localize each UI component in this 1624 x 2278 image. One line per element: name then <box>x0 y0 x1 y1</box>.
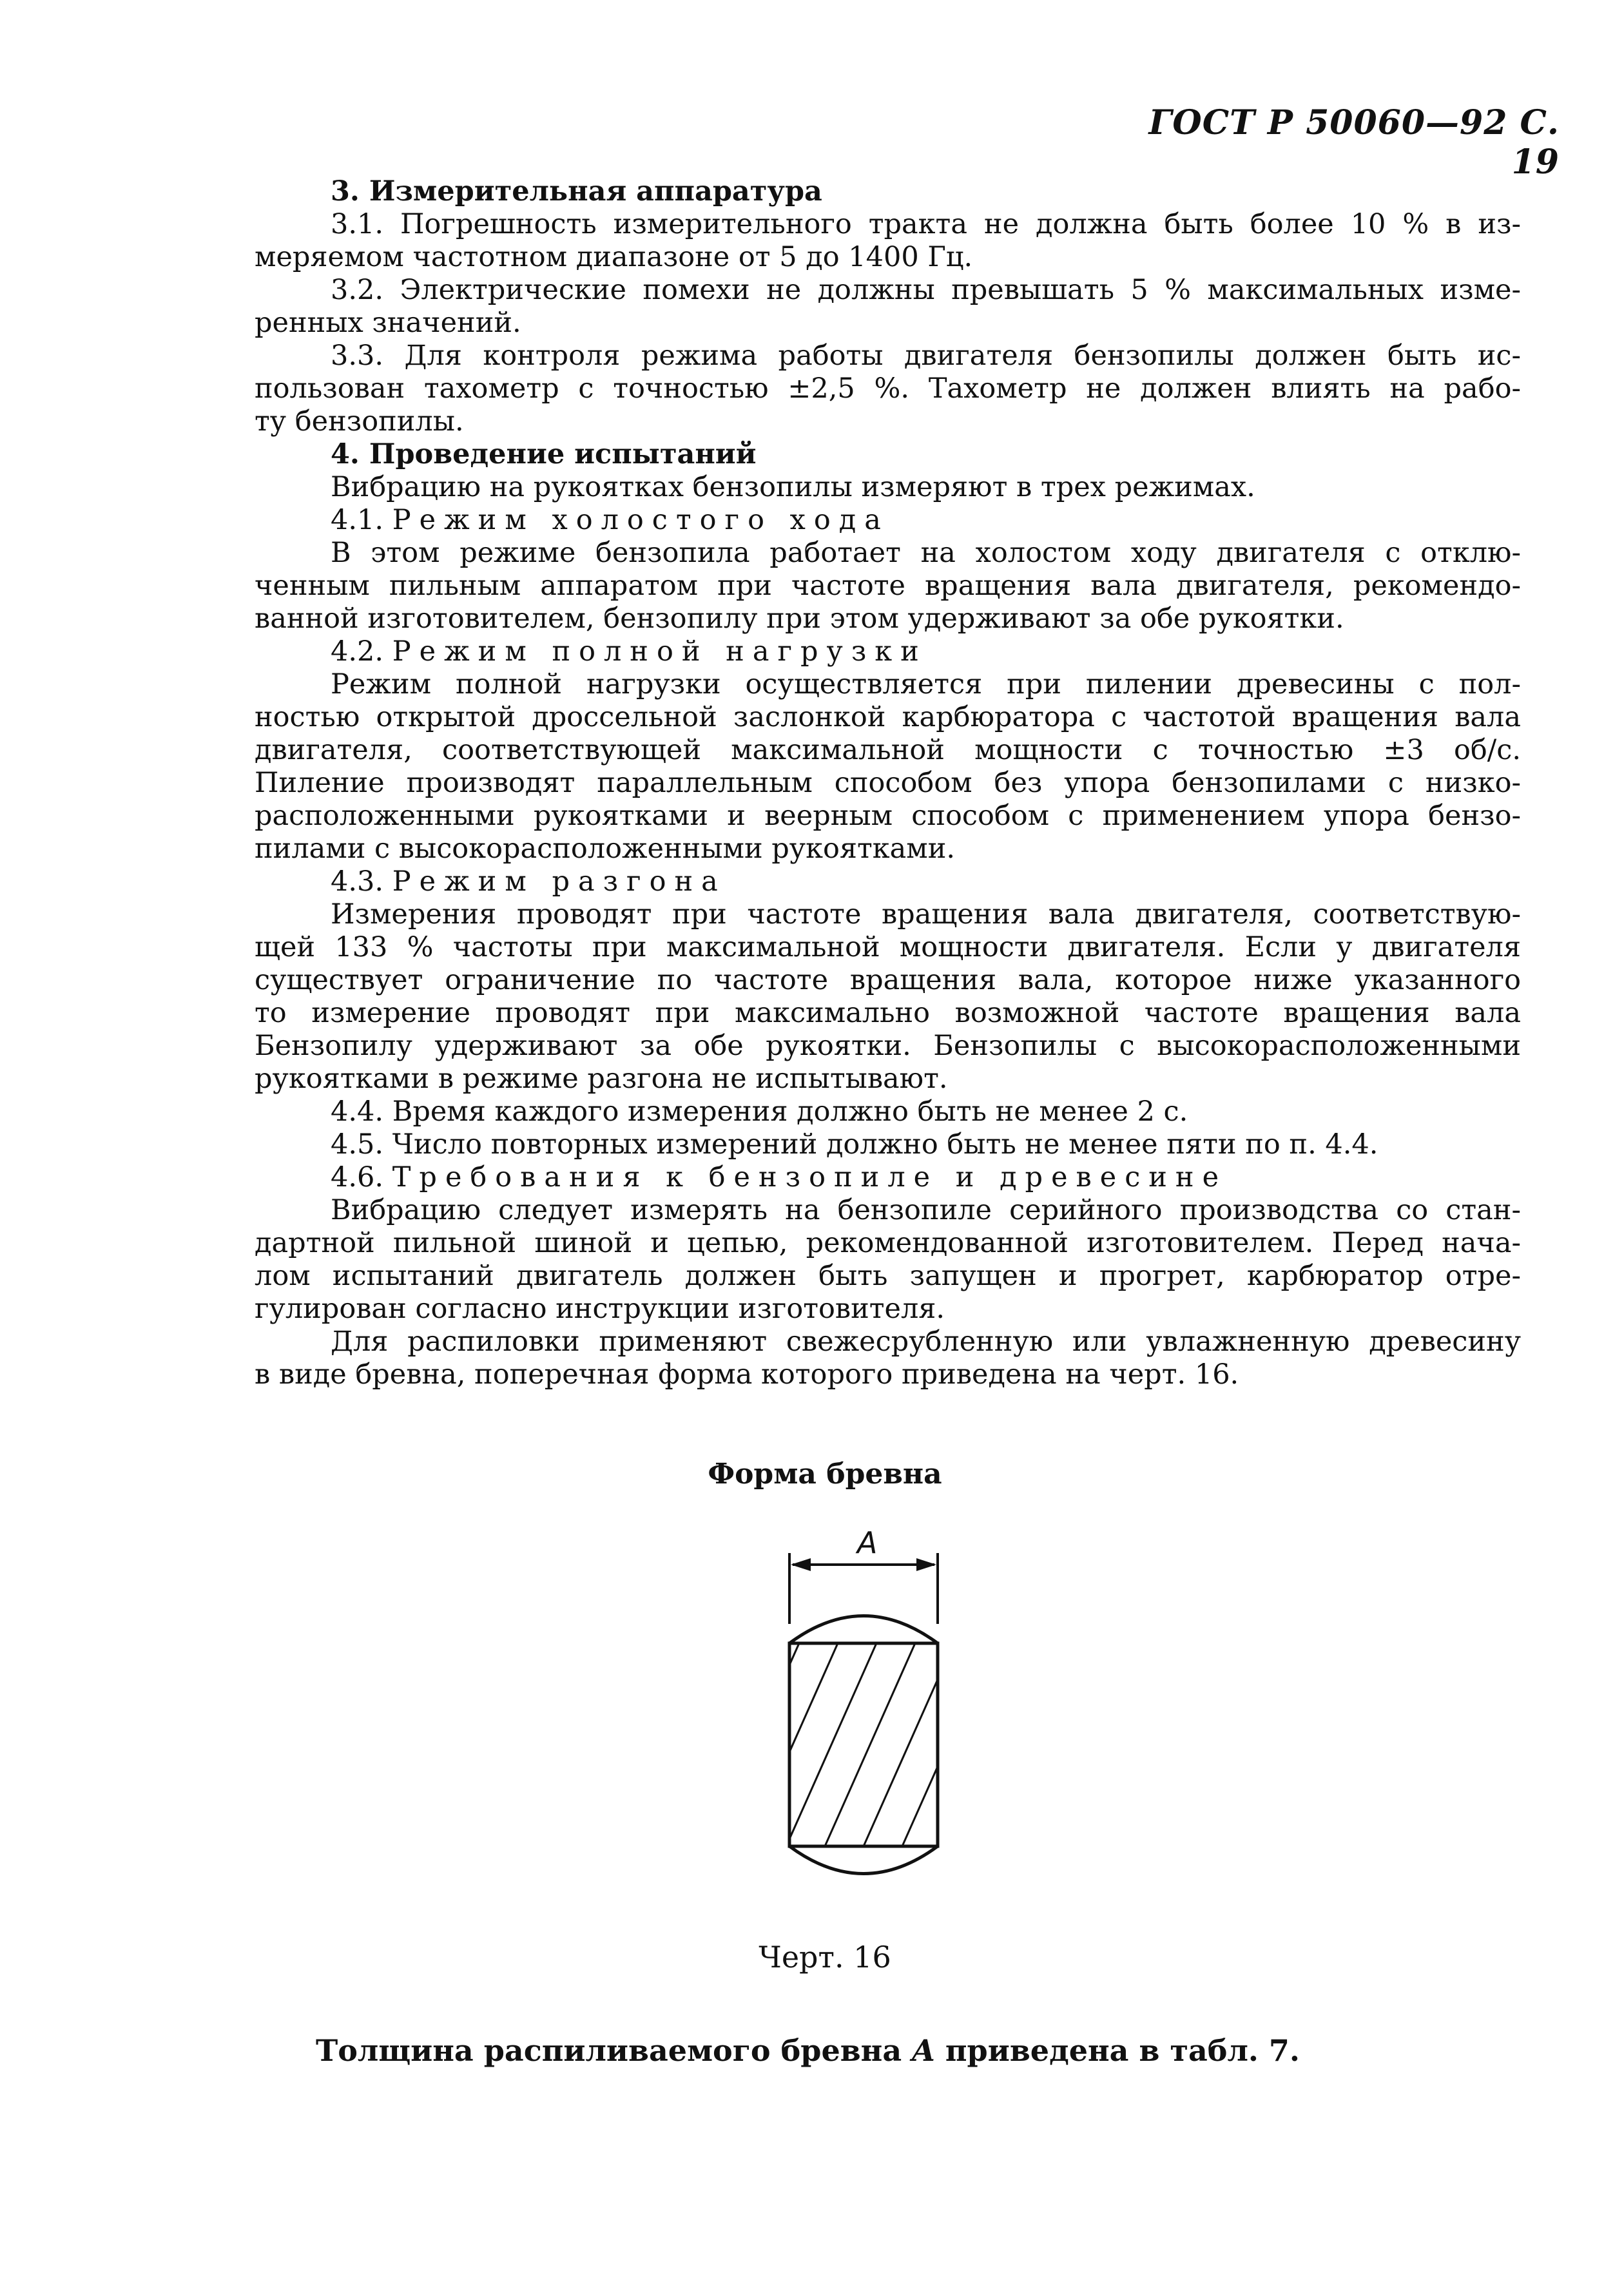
subheading-title: Режим полной нагрузки <box>392 635 927 668</box>
para-4-5: 4.5. Число повторных измерений должно быть не менее пяти по п. 4.4. <box>331 1128 1378 1161</box>
subheading-number: 4.6. <box>331 1161 384 1193</box>
para-4-6-line: лом испытаний двигатель должен быть запущен и прогрет, карбюратор отре- <box>255 1260 1521 1292</box>
para-3-3-line: ту бензопилы. <box>255 405 464 438</box>
closing-text-end: приведена в табл. 7. <box>934 2033 1300 2068</box>
para-4-intro: Вибрацию на рукоятках бензопилы измеряют в трех режимах. <box>331 471 1255 503</box>
figure-title: Форма бревна <box>708 1458 942 1491</box>
subheading-title: Режим разгона <box>392 865 726 898</box>
para-4-3-line: щей 133 % частоты при максимальной мощности двигателя. Если у двигателя <box>255 931 1521 963</box>
para-4-2-line: ностью открытой дроссельной заслонкой карбюратора с частотой вращения вала <box>255 701 1521 733</box>
page-header: ГОСТ Р 50060—92 С. 19 <box>1148 103 1560 182</box>
para-3-2-line: ренных значений. <box>255 307 521 339</box>
hatching <box>760 1643 967 1846</box>
para-4-6-line: дартной пильной шиной и цепью, рекомендованной изготовителем. Перед нача- <box>255 1227 1521 1259</box>
subheading-title: Требования к бензопиле и древесине <box>392 1161 1228 1193</box>
para-3-3-line: пользован тахометр с точностью ±2,5 %. Тахометр не должен влиять на рабо- <box>255 372 1521 405</box>
section-4-heading: 4. Проведение испытаний <box>331 438 757 470</box>
section-3-heading: 3. Измерительная аппаратура <box>331 175 822 208</box>
para-4-6b-line: в виде бревна, поперечная форма которого приведена на черт. 16. <box>255 1358 1239 1391</box>
closing-text <box>316 2033 1300 2068</box>
para-3-2-line: 3.2. Электрические помехи не должны превышать 5 % максимальных изме- <box>331 274 1521 306</box>
body-text <box>255 175 1521 1391</box>
subheading-number: 4.1. <box>331 504 384 536</box>
para-3-3-line: 3.3. Для контроля режима работы двигателя бензопилы должен быть ис- <box>331 340 1521 372</box>
subheading-4-2 <box>255 635 1521 668</box>
top-arc <box>789 1616 938 1644</box>
subheading-title: Режим холостого хода <box>392 504 889 536</box>
para-4-2-line: расположенными рукоятками и веерным способом с применением упора бензо- <box>255 800 1521 832</box>
subheading-4-3 <box>255 865 1521 898</box>
para-4-3-line: то измерение проводят при максимально возможной частоте вращения вала <box>255 997 1521 1029</box>
para-4-2-line: Режим полной нагрузки осуществляется при пилении древесины с пол- <box>331 668 1521 700</box>
para-4-1-line: В этом режиме бензопила работает на холостом ходу двигателя с отклю- <box>331 537 1521 569</box>
para-4-3-line: Бензопилу удерживают за обе рукоятки. Бензопилы с высокорасположенными <box>255 1030 1521 1062</box>
closing-text-var: A <box>912 2033 935 2068</box>
subheading-number: 4.3. <box>331 865 384 898</box>
arrow-right-icon <box>916 1558 936 1571</box>
para-4-2-line: пилами с высокорасположенными рукоятками. <box>255 833 956 865</box>
para-4-3-line: рукоятками в режиме разгона не испытывают. <box>255 1063 948 1095</box>
figure-caption: Черт. 16 <box>759 1940 891 1974</box>
para-4-3-line: Измерения проводят при частоте вращения вала двигателя, соответствую- <box>331 898 1521 931</box>
subheading-4-6 <box>255 1161 1521 1194</box>
bottom-arc <box>789 1846 938 1874</box>
para-3-1-line: 3.1. Погрешность измерительного тракта не должна быть более 10 % в из- <box>331 208 1521 240</box>
para-4-4: 4.4. Время каждого измерения должно быть не менее 2 с. <box>331 1096 1188 1128</box>
para-4-3-line: существует ограничение по частоте вращения вала, которое ниже указанного <box>255 964 1521 996</box>
para-4-1-line: ченным пильным аппаратом при частоте вращения вала двигателя, рекомендо- <box>255 570 1521 602</box>
para-4-2-line: двигателя, соответствующей максимальной мощности с точностью ±3 об/с. <box>255 734 1521 766</box>
log-shape-diagram <box>760 1527 967 1914</box>
closing-text-start: Толщина распиливаемого бревна <box>316 2033 913 2068</box>
para-4-6-line: гулирован согласно инструкции изготовителя. <box>255 1293 945 1325</box>
para-3-1-line: меряемом частотном диапазоне от 5 до 1400 Гц. <box>255 241 973 273</box>
para-4-1-line: ванной изготовителем, бензопилу при этом удерживают за обе рукоятки. <box>255 603 1344 635</box>
dimension-label: A <box>857 1527 878 1560</box>
arrow-left-icon <box>791 1558 811 1571</box>
para-4-6-line: Вибрацию следует измерять на бензопиле серийного производства со стан- <box>331 1194 1521 1226</box>
subheading-4-1 <box>255 504 1521 537</box>
para-4-2-line: Пиление производят параллельным способом без упора бензопилами с низко- <box>255 767 1521 799</box>
subheading-number: 4.2. <box>331 635 384 668</box>
para-4-6b-line: Для распиловки применяют свежесрубленную или увлажненную древесину <box>331 1326 1521 1358</box>
